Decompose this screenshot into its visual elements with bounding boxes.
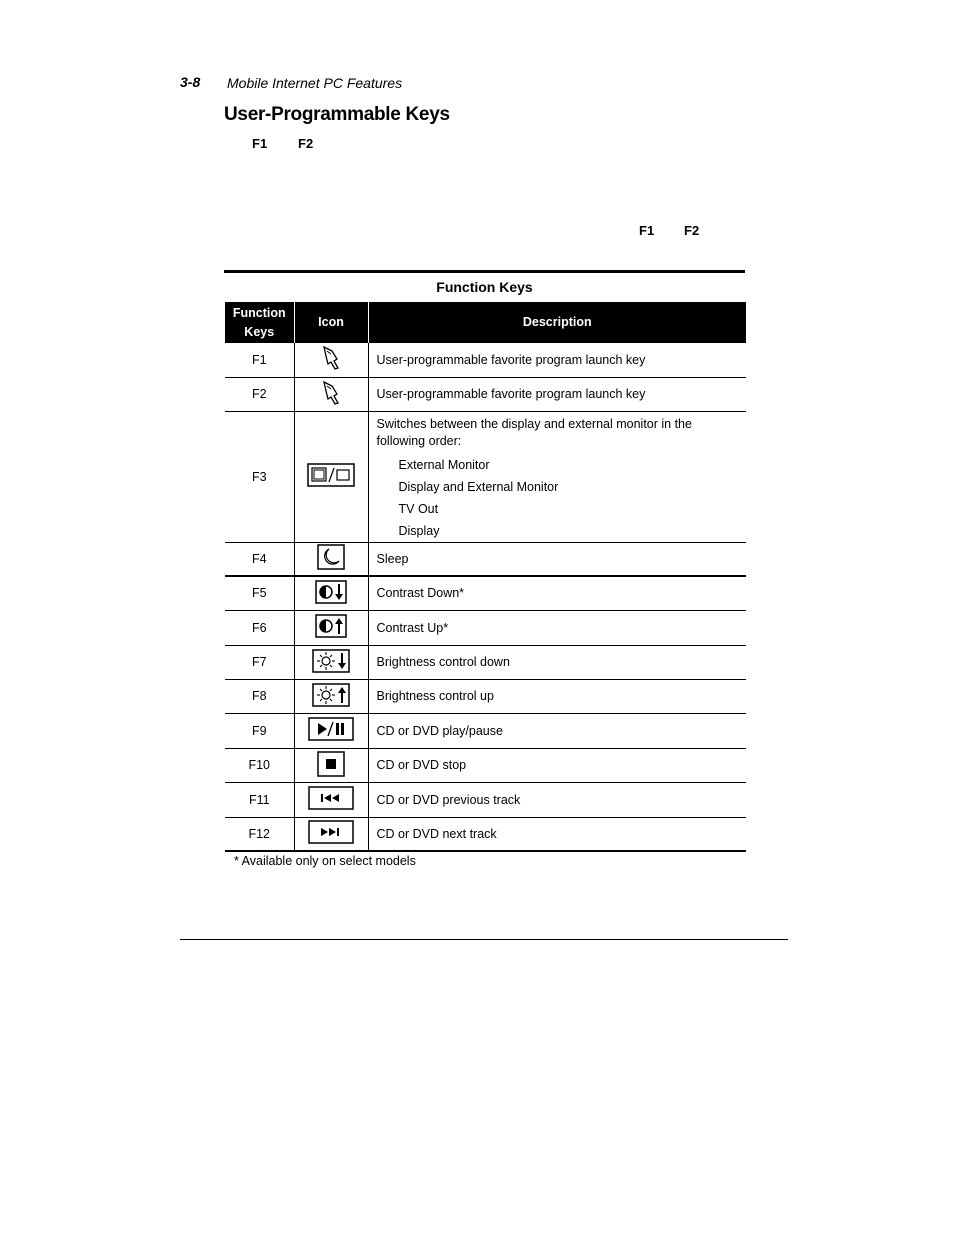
icon-cell <box>294 679 368 713</box>
table-row <box>225 782 746 817</box>
icon-cell <box>294 377 368 411</box>
header-function-keys: Function Keys <box>225 302 294 343</box>
table-row <box>225 817 746 851</box>
table-row <box>225 748 746 782</box>
key-cell: F2 <box>225 377 294 411</box>
description-cell: Brightness control down <box>368 645 746 679</box>
description-cell: User-programmable favorite program launch key <box>368 343 746 377</box>
description-cell: CD or DVD next track <box>368 817 746 851</box>
description-text: Switches between the display and external monitor in the following order: <box>376 416 692 448</box>
description-cell: Contrast Down* <box>368 576 746 610</box>
previous-track-icon <box>308 786 354 813</box>
description-cell: Contrast Up* <box>368 610 746 645</box>
running-title: Mobile Internet PC Features <box>227 75 403 91</box>
icon-cell <box>294 411 368 542</box>
section-heading: User-Programmable Keys <box>224 104 450 125</box>
header-icon: Icon <box>294 302 368 343</box>
para1-key-f2: F2 <box>298 136 314 151</box>
description-cell: User-programmable favorite program launch key <box>368 377 746 411</box>
stop-icon <box>317 751 345 780</box>
table-row <box>225 713 746 748</box>
table-header-row <box>225 302 746 343</box>
description-cell: CD or DVD previous track <box>368 782 746 817</box>
table-row <box>225 610 746 645</box>
key-cell: F12 <box>225 817 294 851</box>
key-cell: F6 <box>225 610 294 645</box>
description-cell: Sleep <box>368 542 746 576</box>
launch-icon <box>320 380 342 409</box>
sub-item: External Monitor <box>398 457 490 472</box>
icon-cell <box>294 748 368 782</box>
table-row <box>225 542 746 576</box>
table-row <box>225 679 746 713</box>
key-cell: F11 <box>225 782 294 817</box>
table-row <box>225 411 746 542</box>
key-cell: F3 <box>225 411 294 542</box>
icon-cell <box>294 542 368 576</box>
header-description: Description <box>368 302 746 343</box>
description-cell: CD or DVD play/pause <box>368 713 746 748</box>
brightness-down-icon <box>312 649 350 676</box>
icon-cell <box>294 343 368 377</box>
table-footnote: * Available only on select models <box>234 854 416 868</box>
table-top-rule <box>224 270 745 273</box>
key-cell: F7 <box>225 645 294 679</box>
key-cell: F10 <box>225 748 294 782</box>
icon-cell <box>294 576 368 610</box>
para2-key-f2: F2 <box>684 223 700 238</box>
launch-icon <box>320 345 342 374</box>
sub-item: TV Out <box>398 501 439 516</box>
icon-cell <box>294 645 368 679</box>
icon-cell <box>294 610 368 645</box>
key-cell: F5 <box>225 576 294 610</box>
description-cell: Brightness control up <box>368 679 746 713</box>
key-cell: F9 <box>225 713 294 748</box>
sleep-icon <box>317 544 345 573</box>
para2-key-f1: F1 <box>639 223 655 238</box>
table-row <box>225 576 746 610</box>
sub-item: Display and External Monitor <box>398 479 559 494</box>
key-cell: F1 <box>225 343 294 377</box>
icon-cell <box>294 782 368 817</box>
play-pause-icon <box>308 717 354 744</box>
contrast-up-icon <box>315 614 347 641</box>
key-cell: F8 <box>225 679 294 713</box>
table-caption: Function Keys <box>436 279 533 295</box>
key-cell: F4 <box>225 542 294 576</box>
para1-key-f1: F1 <box>252 136 268 151</box>
description-cell <box>368 411 746 542</box>
table-row <box>225 645 746 679</box>
icon-cell <box>294 713 368 748</box>
brightness-up-icon <box>312 683 350 710</box>
icon-cell <box>294 817 368 851</box>
table-row <box>225 343 746 377</box>
table-row <box>225 377 746 411</box>
next-track-icon <box>308 820 354 847</box>
sub-item: Display <box>398 523 440 538</box>
contrast-down-icon <box>315 580 347 607</box>
description-cell: CD or DVD stop <box>368 748 746 782</box>
page-bottom-rule <box>180 939 788 940</box>
page-number: 3-8 <box>180 74 201 90</box>
function-keys-table <box>225 302 746 852</box>
display-switch-icon <box>307 463 355 490</box>
